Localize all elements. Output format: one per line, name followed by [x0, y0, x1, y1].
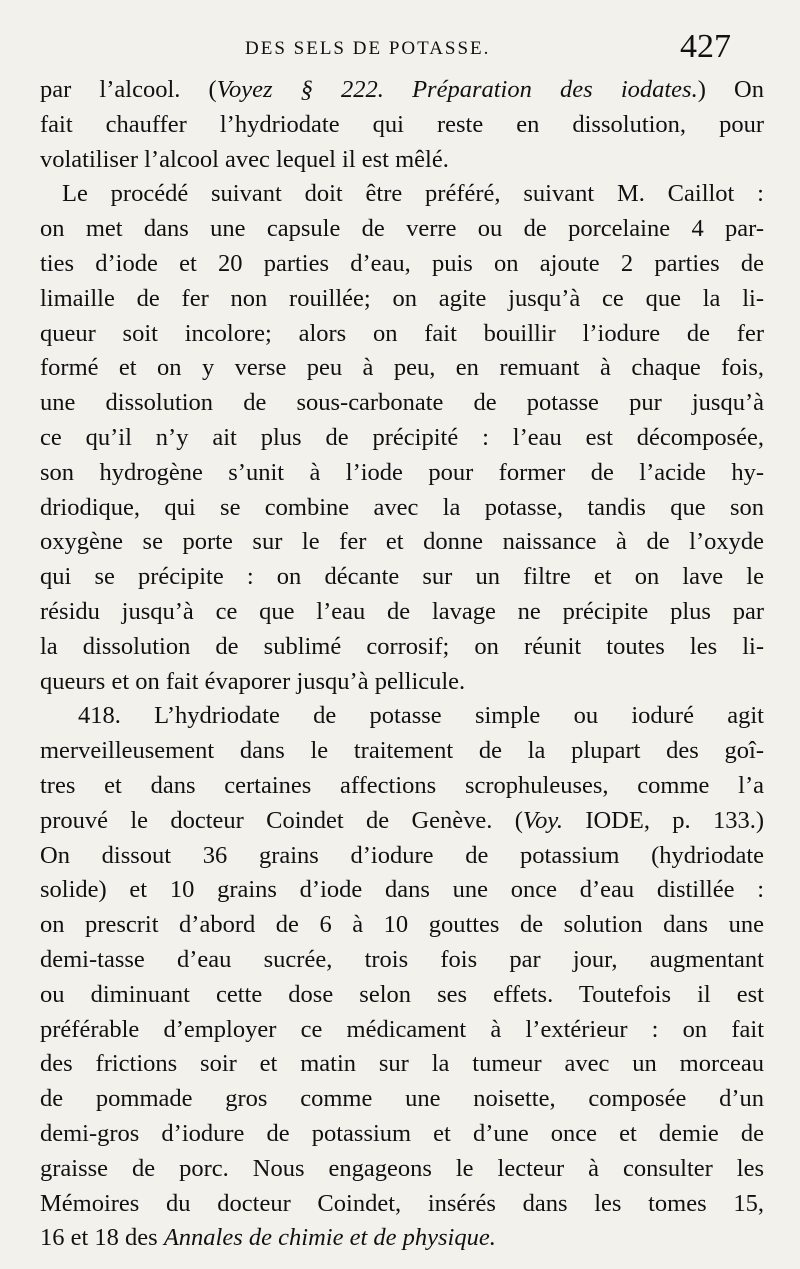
- text-segment: 418. L’hydriodate de potasse simple ou ioduré agit: [78, 702, 764, 730]
- text-segment: demi-gros d’iodure de potassium et d’une once et demie de: [40, 1119, 764, 1147]
- italic-segment: Annales de chimie et de physique.: [163, 1224, 496, 1252]
- text-segment: qui se précipite : on décante sur un filtre et on lave le: [40, 563, 764, 591]
- page-number: 427: [680, 28, 731, 65]
- text-line: [40, 456, 764, 491]
- text-segment: driodique, qui se combine avec la potasse, tandis que son: [40, 493, 764, 521]
- text-segment: On dissout 36 grains d’iodure de potassium (hydriodate: [40, 841, 764, 869]
- text-segment: queurs et on fait évaporer jusqu’à pellicule.: [40, 667, 466, 695]
- text-line: [40, 386, 764, 421]
- text-line: [40, 1187, 764, 1222]
- text-segment: des frictions soir et matin sur la tumeur avec un morceau: [40, 1050, 764, 1078]
- text-line: [40, 525, 764, 560]
- text-line: [40, 351, 764, 386]
- text-segment: volatiliser l’alcool avec lequel il est mêlé.: [40, 145, 449, 173]
- text-line: [40, 595, 764, 630]
- text-line: [40, 212, 764, 247]
- text-line: [40, 630, 764, 665]
- text-line: [40, 177, 764, 212]
- text-segment: formé et on y verse peu à peu, en remuant à chaque fois,: [40, 354, 764, 382]
- text-line: [40, 839, 764, 874]
- text-segment: IODE, p. 133.): [563, 806, 764, 834]
- body-text: [40, 73, 764, 1256]
- text-line: [40, 560, 764, 595]
- text-segment: merveilleusement dans le traitement de la plupart des goî-: [40, 737, 764, 765]
- text-line: [40, 1082, 764, 1117]
- text-segment: son hydrogène s’unit à l’iode pour former de l’acide hy-: [40, 458, 764, 486]
- text-segment: ou diminuant cette dose selon ses effets. Toutefois il est: [40, 980, 764, 1008]
- text-segment: ties d’iode et 20 parties d’eau, puis on ajoute 2 parties de: [40, 249, 764, 277]
- text-line: [40, 1047, 764, 1082]
- text-segment: ) On: [697, 76, 764, 103]
- text-segment: on prescrit d’abord de 6 à 10 gouttes de solution dans une: [40, 911, 764, 939]
- text-segment: Mémoires du docteur Coindet, insérés dans les tomes 15,: [40, 1189, 764, 1217]
- page-header: [0, 28, 800, 72]
- text-line: [40, 699, 764, 734]
- text-segment: demi-tasse d’eau sucrée, trois fois par jour, augmentant: [40, 945, 764, 973]
- text-line: [40, 143, 764, 178]
- text-segment: ce qu’il n’y ait plus de précipité : l’eau est décomposée,: [40, 423, 764, 451]
- text-line: [40, 769, 764, 804]
- text-line: [40, 108, 764, 143]
- text-segment: on met dans une capsule de verre ou de porcelaine 4 par-: [40, 215, 764, 243]
- text-segment: 16 et 18 des: [40, 1224, 164, 1252]
- text-segment: résidu jusqu’à ce que l’eau de lavage ne précipite plus par: [40, 597, 764, 625]
- italic-segment: Voy.: [522, 806, 564, 834]
- text-line: [40, 421, 764, 456]
- text-segment: la dissolution de sublimé corrosif; on réunit toutes les li-: [40, 632, 764, 660]
- text-line: [40, 873, 764, 908]
- text-line: [40, 73, 764, 108]
- text-line: [40, 247, 764, 282]
- text-segment: tres et dans certaines affections scrophuleuses, comme l’a: [40, 771, 764, 799]
- text-line: [40, 1221, 764, 1256]
- text-line: [40, 1013, 764, 1048]
- running-title: DES SELS DE POTASSE.: [245, 38, 491, 59]
- italic-segment: Voyez § 222. Préparation des iodates.: [216, 76, 698, 103]
- text-line: [40, 1117, 764, 1152]
- text-segment: de pommade gros comme une noisette, composée d’un: [40, 1085, 764, 1113]
- text-segment: prouvé le docteur Coindet de Genève. (: [40, 806, 523, 834]
- text-line: [40, 804, 764, 839]
- text-line: [40, 1152, 764, 1187]
- text-segment: solide) et 10 grains d’iode dans une once d’eau distillée :: [40, 876, 764, 904]
- text-line: [40, 978, 764, 1013]
- text-segment: queur soit incolore; alors on fait bouillir l’iodure de fer: [40, 319, 764, 347]
- text-line: [40, 491, 764, 526]
- text-line: [40, 943, 764, 978]
- text-segment: par l’alcool. (: [40, 76, 217, 103]
- text-line: [40, 282, 764, 317]
- text-segment: limaille de fer non rouillée; on agite jusqu’à ce que la li-: [40, 284, 764, 312]
- text-segment: Le procédé suivant doit être préféré, suivant M. Caillot :: [62, 180, 764, 208]
- text-segment: fait chauffer l’hydriodate qui reste en dissolution, pour: [40, 110, 764, 138]
- text-line: [40, 317, 764, 352]
- text-line: [40, 665, 764, 700]
- text-line: [40, 908, 764, 943]
- text-segment: graisse de porc. Nous engageons le lecteur à consulter les: [40, 1154, 764, 1182]
- text-line: [40, 734, 764, 769]
- text-segment: oxygène se porte sur le fer et donne naissance à de l’oxyde: [40, 528, 764, 556]
- text-segment: préférable d’employer ce médicament à l’extérieur : on fait: [40, 1015, 764, 1043]
- text-segment: une dissolution de sous-carbonate de potasse pur jusqu’à: [40, 389, 764, 417]
